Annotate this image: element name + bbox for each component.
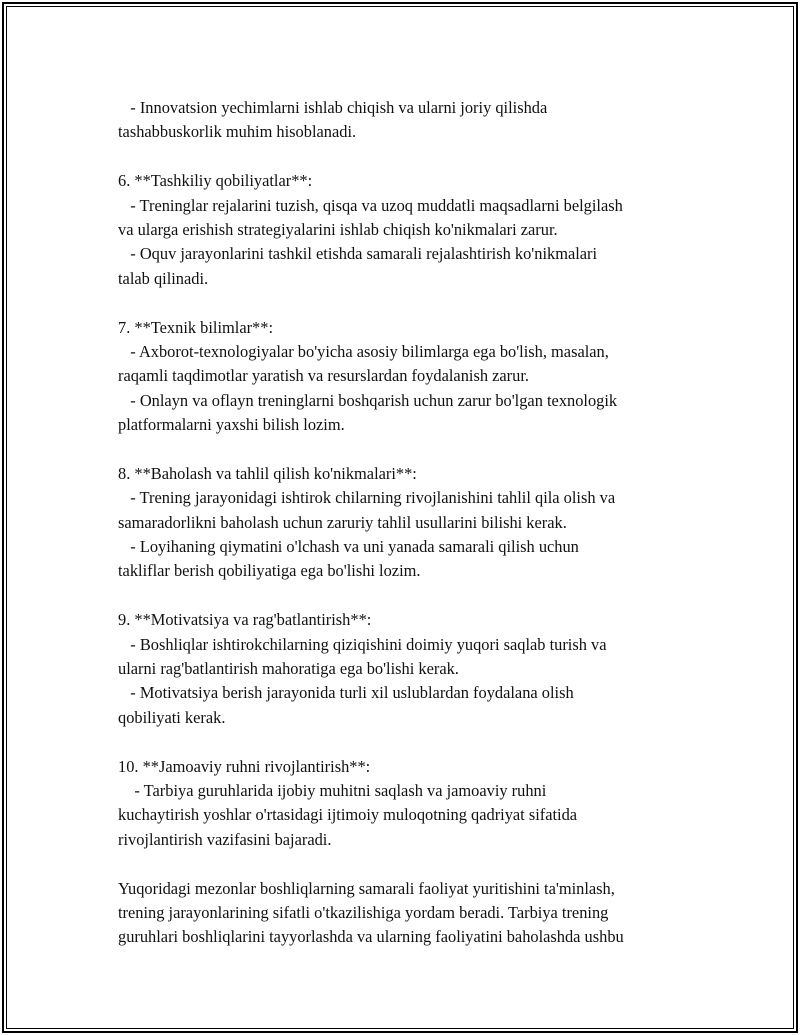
text-line: guruhlari boshliqlarini tayyorlashda va ularning faoliyatini baholashda ushbu (118, 927, 624, 947)
text-line: ularni rag'batlantirish mahoratiga ega bo'lishi kerak. (118, 658, 459, 678)
blank-line (118, 852, 708, 876)
section-heading: 8. **Baholash va tahlil qilish ko'nikmalari**: (118, 463, 417, 483)
blank-line (118, 437, 708, 461)
text-line: platformalarni yaxshi bilish lozim. (118, 415, 345, 435)
blank-line (118, 730, 708, 754)
text-line: rivojlantirish vazifasini bajaradi. (118, 829, 332, 849)
text-line: - Oquv jarayonlarini tashkil etishda samarali rejalashtirish ko'nikmalari (118, 244, 598, 264)
text-line: qobiliyati kerak. (118, 707, 226, 727)
text-line: - Innovatsion yechimlarni ishlab chiqish va ularni joriy qilishda (118, 98, 548, 117)
text-line: va ularga erishish strategiyalarini ishlab chiqish ko'nikmalari zarur. (118, 219, 558, 239)
blank-line (118, 145, 708, 169)
text-line: takliflar berish qobiliyatiga ega bo'lishi lozim. (118, 561, 421, 581)
text-line: kuchaytirish yoshlar o'rtasidagi ijtimoiy muloqotning qadriyat sifatida (118, 805, 578, 825)
page-border (2, 2, 798, 1033)
text-line: - Treninglar rejalarini tuzish, qisqa va uzoq muddatli maqsadlarni belgilash (118, 195, 623, 215)
text-line: - Axborot-texnologiyalar bo'yicha asosiy bilimlarga ega bo'lish, masalan, (118, 341, 609, 361)
section-heading: 10. **Jamoaviy ruhni rivojlantirish**: (118, 756, 371, 776)
text-line: - Tarbiya guruhlarida ijobiy muhitni saqlash va jamoaviy ruhni (118, 780, 547, 800)
text-line: raqamli taqdimotlar yaratish va resurslardan foydalanish zarur. (118, 366, 529, 386)
text-line: - Onlayn va oflayn treninglarni boshqarish uchun zarur bo'lgan texnologik (118, 390, 618, 410)
text-line: - Trening jarayonidagi ishtirok chilarning rivojlanishini tahlil qila olish va (118, 488, 616, 508)
section-heading: 6. **Tashkiliy qobiliyatlar**: (118, 171, 313, 191)
section-heading: 9. **Motivatsiya va rag'batlantirish**: (118, 610, 372, 630)
text-line: tashabbuskorlik muhim hisoblanadi. (118, 122, 357, 142)
text-line: - Loyihaning qiymatini o'lchash va uni yanada samarali qilish uchun (118, 537, 579, 557)
section-heading: 7. **Texnik bilimlar**: (118, 317, 273, 337)
text-line: trening jarayonlarining sifatli o'tkazilishiga yordam beradi. Tarbiya trening (118, 902, 609, 922)
document-body (118, 96, 708, 950)
text-line: Yuqoridagi mezonlar boshliqlarning samarali faoliyat yuritishini ta'minlash, (118, 878, 615, 898)
text-line: - Boshliqlar ishtirokchilarning qiziqishini doimiy yuqori saqlab turish va (118, 634, 607, 654)
blank-line (118, 291, 708, 315)
text-line: talab qilinadi. (118, 268, 209, 288)
blank-line (118, 584, 708, 608)
text-line: - Motivatsiya berish jarayonida turli xil uslublardan foydalana olish (118, 683, 574, 703)
text-line: samaradorlikni baholash uchun zaruriy tahlil usullarini bilishi kerak. (118, 512, 567, 532)
